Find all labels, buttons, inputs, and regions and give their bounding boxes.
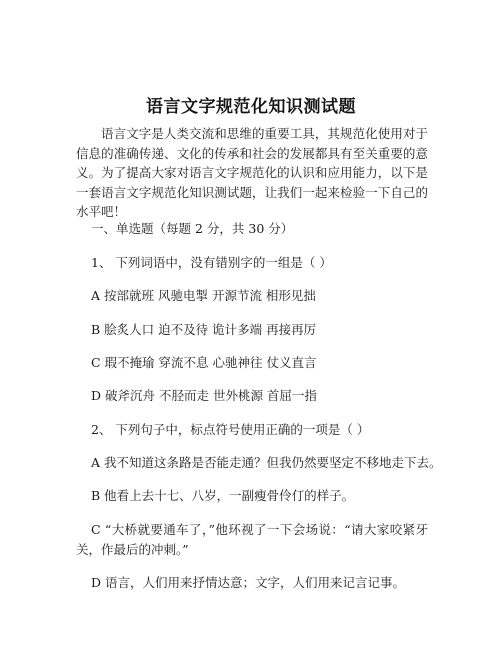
question-2-option-b: B 他看上去十七、八岁，一副瘦骨伶仃的样子。 bbox=[91, 488, 355, 503]
question-2-option-c: C “大桥就要通车了，”他环视了一下会场说：“请大家咬紧牙关，作最后的冲刺。” bbox=[76, 522, 428, 557]
question-1-option-c: C 瑕不掩瑜 穿流不息 心驰神往 仗义直言 bbox=[91, 355, 317, 370]
question-1-option-d: D 破斧沉舟 不胫而走 世外桃源 首屈一指 bbox=[91, 388, 317, 403]
question-2-stem: 2、 下列句子中，标点符号使用正确的一项是（ ） bbox=[91, 422, 370, 437]
question-1-stem: 1、 下列词语中，没有错别字的一组是（ ） bbox=[91, 255, 332, 270]
question-2-option-d: D 语言，人们用来抒情达意；文字，人们用来记言记事。 bbox=[91, 575, 405, 590]
question-1-option-b: B 脍炙人口 迫不及待 诡计多端 再接再厉 bbox=[91, 322, 317, 337]
section-heading: 一、单选题（每题 2 分，共 30 分） bbox=[91, 221, 294, 236]
question-1-option-a: A 按部就班 风驰电掣 开源节流 相形见拙 bbox=[91, 288, 316, 303]
question-2-option-a: A 我不知道这条路是否能走通？但我仍然要坚定不移地走下去。 bbox=[91, 455, 442, 470]
page-title: 语言文字规范化知识测试题 bbox=[146, 97, 356, 117]
intro-paragraph: 语言文字是人类交流和思维的重要工具，其规范化使用对于信息的准确传递、文化的传承和社会的发展都具有至关重要的意义。为了提高大家对语言文字规范化的认识和应用能力，以下是一套语言文字规范化知识测试题，让我们一起来检验一下自己的水平吧！ bbox=[76, 126, 428, 219]
